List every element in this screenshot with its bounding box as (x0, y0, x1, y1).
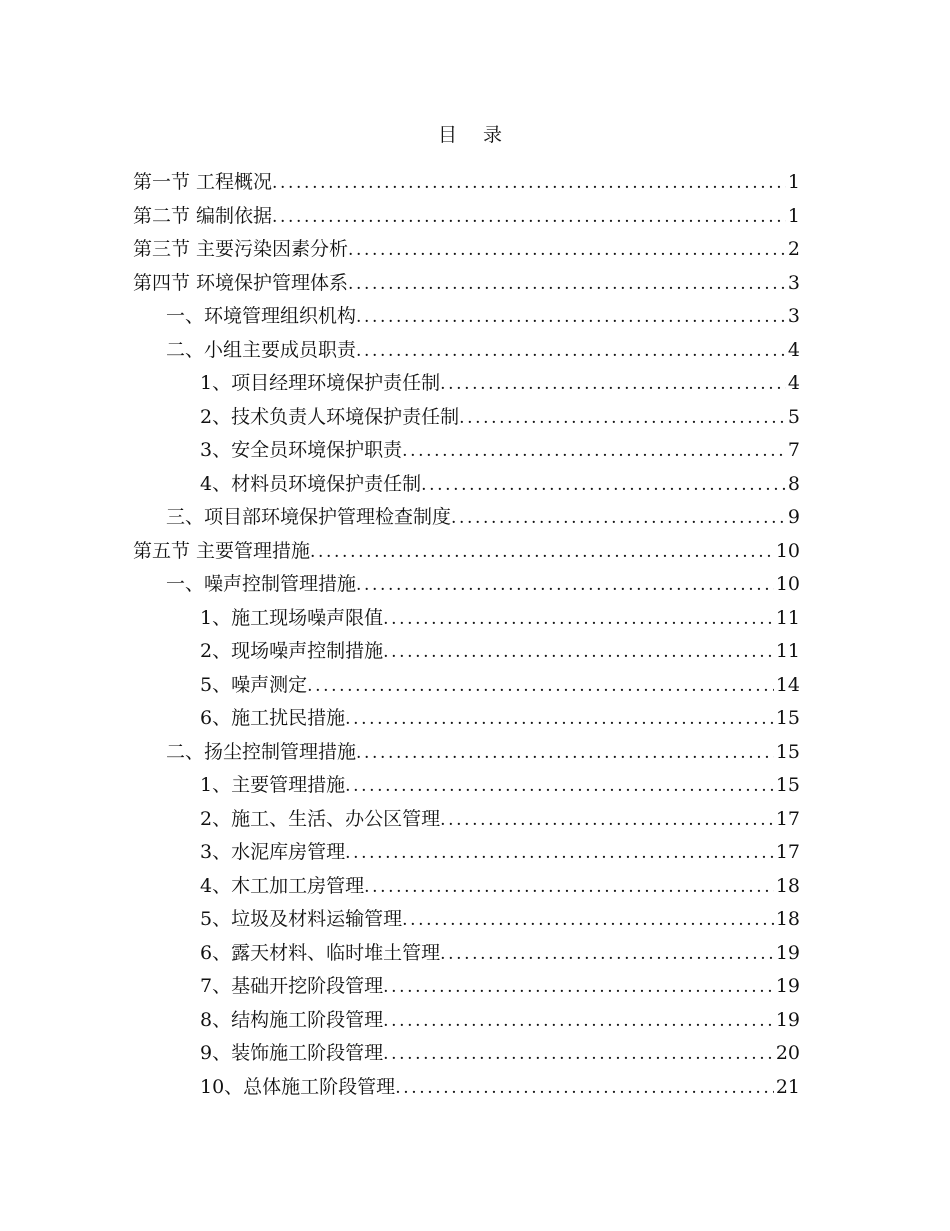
toc-page-number: 1 (787, 204, 800, 227)
toc-entry-label: 2、技术负责人环境保护责任制 (200, 405, 460, 428)
toc-entry-label: 5、垃圾及材料运输管理 (200, 908, 403, 930)
toc-entry[interactable] (133, 1071, 800, 1105)
toc-page-number: 11 (775, 606, 800, 629)
toc-page-number: 1 (787, 171, 800, 193)
toc-entry-label: 第二节 编制依据 (133, 204, 273, 227)
toc-entry-label: 一、噪声控制管理措施 (166, 573, 357, 595)
toc-dot-leader (307, 670, 774, 704)
toc-entry[interactable] (133, 367, 800, 401)
toc-entry-label: 6、施工扰民措施 (200, 707, 346, 729)
toc-entry[interactable] (133, 535, 800, 569)
toc-page-number: 4 (787, 338, 800, 361)
toc-entry-label: 第三节 主要污染因素分析 (133, 238, 349, 260)
toc-entry[interactable] (133, 334, 800, 368)
toc-entry[interactable] (133, 903, 800, 937)
toc-page-number: 19 (775, 1008, 800, 1031)
toc-entry-label: 2、施工、生活、办公区管理 (200, 807, 441, 830)
toc-entry[interactable] (133, 669, 800, 703)
toc-entry-label: 8、结构施工阶段管理 (200, 1008, 384, 1031)
toc-entry-label: 4、木工加工房管理 (200, 874, 365, 897)
toc-entry-label: 第四节 环境保护管理体系 (133, 271, 349, 294)
toc-entry[interactable] (133, 568, 800, 602)
toc-entry[interactable] (133, 501, 800, 535)
toc-page-number: 7 (787, 439, 800, 461)
toc-dot-leader (345, 837, 774, 871)
toc-entry-label: 1、主要管理措施 (200, 774, 346, 796)
toc-page-number: 14 (775, 673, 800, 696)
toc-entry[interactable] (133, 635, 800, 669)
toc-dot-leader (459, 402, 786, 436)
toc-dot-leader (356, 569, 774, 603)
toc-entry-label: 4、材料员环境保护责任制 (200, 472, 422, 495)
toc-entry[interactable] (133, 401, 800, 435)
toc-entry-label: 三、项目部环境保护管理检查制度 (166, 506, 452, 528)
toc-entry-label: 2、现场噪声控制措施 (200, 640, 384, 662)
toc-entry[interactable] (133, 803, 800, 837)
toc-entry-label: 5、噪声测定 (200, 673, 308, 696)
toc-page-number: 2 (787, 238, 800, 260)
toc-page-number: 10 (775, 539, 800, 562)
toc-entry[interactable] (133, 1004, 800, 1038)
toc-page-number: 15 (775, 707, 800, 729)
toc-dot-leader (395, 1072, 774, 1106)
toc-dot-leader (356, 737, 774, 771)
toc-page-number: 19 (775, 975, 800, 997)
toc-page-number: 10 (775, 573, 800, 595)
toc-page-number: 18 (775, 908, 800, 930)
toc-dot-leader (383, 1005, 774, 1039)
toc-page-number: 19 (775, 941, 800, 964)
toc-dot-leader (383, 1038, 774, 1072)
toc-page-number: 5 (787, 405, 800, 428)
toc-entry-label: 二、小组主要成员职责 (166, 338, 357, 361)
toc-dot-leader (402, 435, 786, 469)
toc-dot-leader (364, 871, 774, 905)
toc-list (133, 166, 800, 1104)
toc-dot-leader (383, 636, 774, 670)
toc-dot-leader (272, 167, 786, 201)
toc-dot-leader (348, 234, 786, 268)
toc-dot-leader (356, 301, 786, 335)
toc-entry[interactable] (133, 267, 800, 301)
toc-dot-leader (451, 502, 786, 536)
toc-entry[interactable] (133, 468, 800, 502)
toc-page-number: 17 (775, 807, 800, 830)
toc-entry[interactable] (133, 200, 800, 234)
toc-entry-label: 9、装饰施工阶段管理 (200, 1042, 384, 1064)
toc-page-number: 8 (787, 472, 800, 495)
toc-entry-label: 3、水泥库房管理 (200, 841, 346, 863)
toc-entry[interactable] (133, 870, 800, 904)
toc-page-number: 3 (787, 271, 800, 294)
toc-entry-label: 3、安全员环境保护职责 (200, 439, 403, 461)
toc-entry[interactable] (133, 233, 800, 267)
toc-entry-label: 第五节 主要管理措施 (133, 539, 311, 562)
toc-page-number: 9 (787, 506, 800, 528)
toc-entry[interactable] (133, 300, 800, 334)
toc-page-number: 4 (787, 372, 800, 394)
toc-entry-label: 1、施工现场噪声限值 (200, 606, 384, 629)
toc-dot-leader (402, 904, 774, 938)
toc-page-number: 20 (775, 1042, 800, 1064)
toc-entry[interactable] (133, 166, 800, 200)
toc-page-number: 11 (775, 640, 800, 662)
toc-dot-leader (348, 268, 786, 302)
toc-entry-label: 7、基础开挖阶段管理 (200, 975, 384, 997)
toc-entry[interactable] (133, 937, 800, 971)
toc-dot-leader (345, 770, 774, 804)
toc-dot-leader (310, 536, 774, 570)
toc-entry[interactable] (133, 769, 800, 803)
toc-entry[interactable] (133, 434, 800, 468)
toc-entry-label: 一、环境管理组织机构 (166, 305, 357, 327)
toc-entry[interactable] (133, 602, 800, 636)
toc-dot-leader (383, 603, 774, 637)
toc-page-number: 15 (775, 774, 800, 796)
toc-page-number: 21 (775, 1075, 800, 1098)
toc-dot-leader (440, 804, 774, 838)
toc-title: 目 录 (437, 124, 513, 146)
toc-page-number: 3 (787, 305, 800, 327)
toc-entry-label: 第一节 工程概况 (133, 171, 273, 193)
toc-entry[interactable] (133, 1037, 800, 1071)
toc-entry-label: 10、总体施工阶段管理 (200, 1075, 396, 1098)
toc-dot-leader (421, 469, 786, 503)
toc-entry[interactable] (133, 970, 800, 1004)
toc-dot-leader (440, 938, 774, 972)
toc-entry-label: 二、扬尘控制管理措施 (166, 740, 357, 763)
toc-entry[interactable] (133, 736, 800, 770)
toc-page-number: 17 (775, 841, 800, 863)
toc-dot-leader (383, 971, 774, 1005)
toc-entry[interactable] (133, 836, 800, 870)
toc-page-number: 15 (775, 740, 800, 763)
toc-dot-leader (356, 335, 786, 369)
toc-entry-label: 6、露天材料、临时堆土管理 (200, 941, 441, 964)
toc-page-number: 18 (775, 874, 800, 897)
toc-entry[interactable] (133, 702, 800, 736)
toc-entry-label: 1、项目经理环境保护责任制 (200, 372, 441, 394)
toc-dot-leader (440, 368, 786, 402)
toc-dot-leader (345, 703, 774, 737)
toc-dot-leader (272, 201, 786, 235)
